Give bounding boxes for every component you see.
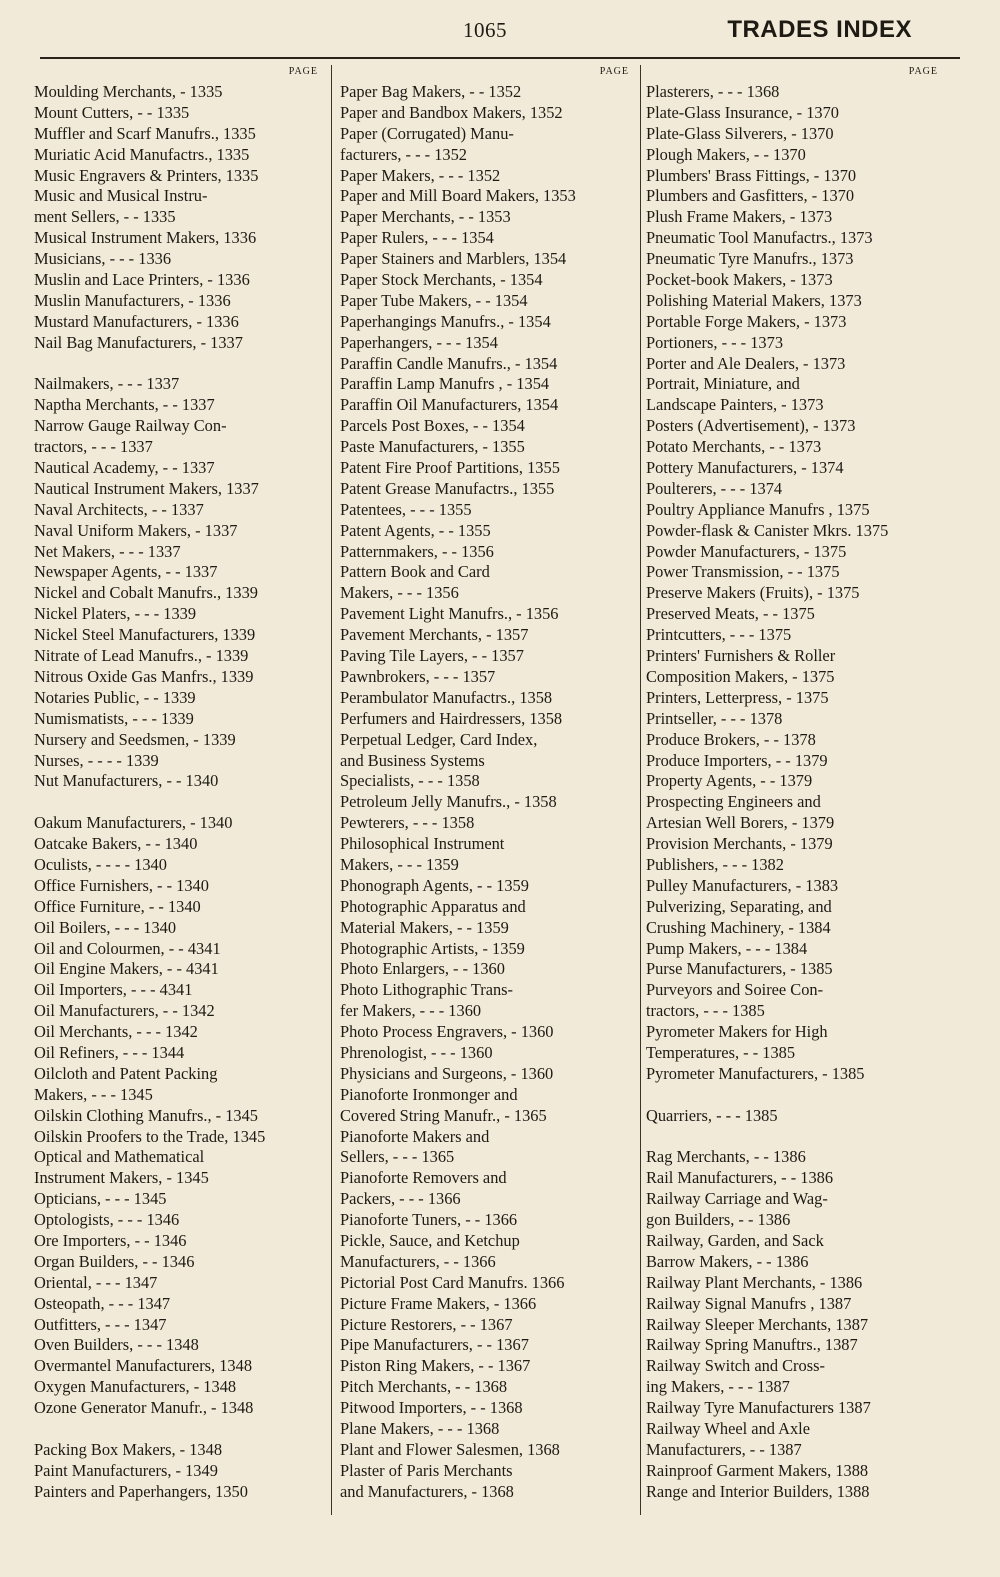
- index-entry-line: Ozone Generator Manufr., - 1348: [34, 1398, 254, 1418]
- index-entry-line: Piston Ring Makers, - - 1367: [340, 1356, 531, 1376]
- index-entry-line: Pictorial Post Card Manufrs. 1366: [340, 1272, 565, 1292]
- index-entry-line: Nickel Steel Manufacturers, 1339: [34, 625, 256, 645]
- index-entry-line: Railway Spring Manuftrs., 1387: [646, 1335, 858, 1355]
- index-entry-line: Railway Sleeper Merchants, 1387: [646, 1314, 869, 1334]
- index-entry-line: Manufacturers, - - 1366: [340, 1251, 496, 1271]
- index-entry-line: Perambulator Manufactrs., 1358: [340, 687, 553, 707]
- index-entry-line: Newspaper Agents, - - 1337: [34, 562, 218, 582]
- index-entry-line: Plumbers and Gasfitters, - 1370: [646, 186, 855, 206]
- index-entry-line: Paper Bag Makers, - - 1352: [340, 82, 522, 101]
- index-entry-line: Specialists, - - - 1358: [340, 771, 480, 791]
- index-entry-line: Power Transmission, - - 1375: [646, 562, 840, 582]
- index-entry-line: Musical Instrument Makers, 1336: [34, 228, 257, 248]
- index-entry-line: ing Makers, - - - 1387: [646, 1377, 790, 1397]
- index-entry-line: Railway Switch and Cross-: [646, 1356, 825, 1376]
- index-entry-line: Oakum Manufacturers, - 1340: [34, 813, 233, 833]
- index-entry-line: Paper (Corrugated) Manu-: [340, 123, 514, 143]
- index-entry-line: Nickel Platers, - - - 1339: [34, 604, 197, 624]
- index-entry-line: Naval Architects, - - 1337: [34, 499, 204, 519]
- index-entry-line: Railway Tyre Manufacturers 1387: [646, 1398, 871, 1418]
- page-column-header: PAGE: [288, 66, 318, 77]
- index-entry-line: Pyrometer Makers for High: [646, 1022, 828, 1042]
- index-entry-line: Music Engravers & Printers, 1335: [34, 165, 259, 185]
- index-entry-line: Patent Agents, - - 1355: [340, 520, 491, 540]
- index-entry-line: Purse Manufacturers, - 1385: [646, 959, 833, 979]
- section-gap: [34, 792, 324, 813]
- index-entry-line: Oil Manufacturers, - - 1342: [34, 1001, 215, 1021]
- index-entry-line: Poulterers, - - - 1374: [646, 478, 783, 498]
- index-entry-line: Railway, Garden, and Sack: [646, 1230, 824, 1250]
- index-entry-line: Nitrate of Lead Manufrs., - 1339: [34, 646, 249, 666]
- index-entry-line: Paint Manufacturers, - 1349: [34, 1460, 218, 1480]
- index-entry-line: Opticians, - - - 1345: [34, 1189, 167, 1209]
- index-entry-line: Pianoforte Makers and: [340, 1126, 490, 1146]
- index-entry-line: Portioners, - - - 1373: [646, 332, 784, 352]
- index-entry-line: Printcutters, - - - 1375: [646, 625, 792, 645]
- index-entry-line: Makers, - - - 1345: [34, 1084, 153, 1104]
- index-entry-line: Oilskin Proofers to the Trade, 1345: [34, 1126, 266, 1146]
- index-entry-line: Perpetual Ledger, Card Index,: [340, 729, 538, 749]
- column-divider: [640, 65, 641, 1515]
- index-entry-line: Nursery and Seedsmen, - 1339: [34, 729, 236, 749]
- index-entry-line: Makers, - - - 1359: [340, 854, 459, 874]
- index-column-3: [646, 62, 944, 1517]
- index-entry-line: Photo Enlargers, - - 1360: [340, 959, 505, 979]
- index-entry-line: Patentees, - - - 1355: [340, 499, 472, 519]
- index-entry-line: Paperhangings Manufrs., - 1354: [340, 311, 551, 331]
- index-entry-line: Perfumers and Hairdressers, 1358: [340, 708, 563, 728]
- index-entry-line: Paper and Bandbox Makers, 1352: [340, 102, 563, 122]
- index-entry-line: Oil and Colourmen, - - 4341: [34, 938, 221, 958]
- index-entry-line: Railway Plant Merchants, - 1386: [646, 1272, 863, 1292]
- index-entry-line: Paper and Mill Board Makers, 1353: [340, 186, 576, 206]
- index-entry-line: Preserved Meats, - - 1375: [646, 604, 815, 624]
- index-entry-line: Outfitters, - - - 1347: [34, 1314, 167, 1334]
- index-entry-line: Plough Makers, - - 1370: [646, 144, 806, 164]
- index-entry-line: Paperhangers, - - - 1354: [340, 332, 498, 352]
- index-entry-line: Crushing Machinery, - 1384: [646, 917, 831, 937]
- index-entry-line: Publishers, - - - 1382: [646, 854, 784, 874]
- index-entry-line: Overmantel Manufacturers, 1348: [34, 1356, 253, 1376]
- index-entry-line: Pavement Merchants, - 1357: [340, 625, 529, 645]
- index-entry-line: Makers, - - - 1356: [340, 583, 459, 603]
- index-entry-line: Net Makers, - - - 1337: [34, 541, 181, 561]
- index-entry-line: and Business Systems: [340, 750, 485, 770]
- index-entry-line: Landscape Painters, - 1373: [646, 395, 824, 415]
- index-entry-line: Composition Makers, - 1375: [646, 666, 835, 686]
- index-column-2: [340, 62, 635, 1517]
- index-entry-line: Nautical Instrument Makers, 1337: [34, 478, 259, 498]
- index-entry-line: Powder-flask & Canister Mkrs. 1375: [646, 520, 889, 540]
- index-entry-line: Instrument Makers, - 1345: [34, 1168, 209, 1188]
- index-entry-line: Packers, - - - 1366: [340, 1189, 461, 1209]
- index-entry-line: Paper Makers, - - - 1352: [340, 165, 501, 185]
- index-entry-line: Nickel and Cobalt Manufrs., 1339: [34, 583, 258, 603]
- index-entry-line: Nut Manufacturers, - - 1340: [34, 771, 219, 791]
- index-entry-line: Paraffin Candle Manufrs., - 1354: [340, 353, 558, 373]
- index-entry-line: Pawnbrokers, - - - 1357: [340, 666, 496, 686]
- index-entry-line: Printers, Letterpress, - 1375: [646, 687, 829, 707]
- index-entry-line: Rainproof Garment Makers, 1388: [646, 1460, 869, 1480]
- index-entry-line: Paper Stainers and Marblers, 1354: [340, 249, 567, 269]
- index-entry-line: Purveyors and Soiree Con-: [646, 980, 824, 1000]
- index-entry-line: Picture Frame Makers, - 1366: [340, 1293, 537, 1313]
- index-entry-line: Range and Interior Builders, 1388: [646, 1481, 870, 1501]
- index-entry-line: Oxygen Manufacturers, - 1348: [34, 1377, 237, 1397]
- index-entry-line: Oil Importers, - - - 4341: [34, 980, 193, 1000]
- index-entry-line: Nitrous Oxide Gas Manfrs., 1339: [34, 666, 254, 686]
- index-entry-line: Philosophical Instrument: [340, 834, 505, 854]
- index-entry-line: Music and Musical Instru-: [34, 186, 208, 206]
- page-column-header: PAGE: [908, 66, 938, 77]
- index-entry-line: Moulding Merchants, - 1335: [34, 82, 223, 101]
- index-entry-line: Muffler and Scarf Manufrs., 1335: [34, 123, 256, 143]
- index-entry-line: Railway Carriage and Wag-: [646, 1189, 828, 1209]
- index-entry-line: Oculists, - - - - 1340: [34, 854, 167, 874]
- index-entry-line: Nurses, - - - - 1339: [34, 750, 159, 770]
- index-entry-line: Petroleum Jelly Manufrs., - 1358: [340, 792, 557, 812]
- index-entry-line: Pitwood Importers, - - 1368: [340, 1398, 523, 1418]
- index-entry-line: Portrait, Miniature, and: [646, 374, 800, 394]
- index-entry-line: Covered String Manufr., - 1365: [340, 1105, 547, 1125]
- index-entry-line: Paraffin Oil Manufacturers, 1354: [340, 395, 559, 415]
- index-entry-line: Plane Makers, - - - 1368: [340, 1419, 500, 1438]
- index-entry-line: Oil Merchants, - - - 1342: [34, 1022, 198, 1042]
- section-gap: [34, 354, 324, 375]
- index-entry-line: Phrenologist, - - - 1360: [340, 1042, 493, 1062]
- index-entry-line: Patent Grease Manufactrs., 1355: [340, 478, 555, 498]
- index-entry-line: Oil Engine Makers, - - 4341: [34, 959, 219, 979]
- index-entry-line: Produce Importers, - - 1379: [646, 750, 828, 770]
- index-entry-line: Powder Manufacturers, - 1375: [646, 541, 847, 561]
- index-entry-line: Poultry Appliance Manufrs , 1375: [646, 499, 870, 519]
- index-entry-line: Material Makers, - - 1359: [340, 917, 509, 937]
- index-entry-line: Physicians and Surgeons, - 1360: [340, 1063, 554, 1083]
- index-entry-line: Photo Lithographic Trans-: [340, 980, 514, 1000]
- index-entry-line: Oriental, - - - 1347: [34, 1272, 158, 1292]
- index-entry-line: Pump Makers, - - - 1384: [646, 938, 808, 958]
- page-column-header: PAGE: [599, 66, 629, 77]
- index-entry-line: Office Furnishers, - - 1340: [34, 875, 209, 895]
- index-entry-line: Optical and Mathematical: [34, 1147, 205, 1167]
- index-entry-line: Oil Boilers, - - - 1340: [34, 917, 177, 937]
- index-entry-line: Quarriers, - - - 1385: [646, 1105, 778, 1125]
- index-entry-line: Paper Rulers, - - - 1354: [340, 228, 494, 248]
- index-entry-line: Muriatic Acid Manufactrs., 1335: [34, 144, 250, 164]
- index-entry-line: Muslin and Lace Printers, - 1336: [34, 270, 250, 290]
- index-entry-line: Portable Forge Makers, - 1373: [646, 311, 847, 331]
- index-entry-line: tractors, - - - 1385: [646, 1001, 765, 1021]
- index-entry-line: Muslin Manufacturers, - 1336: [34, 290, 231, 310]
- index-entry-line: Paraffin Lamp Manufrs , - 1354: [340, 374, 550, 394]
- index-entry-line: Pulverizing, Separating, and: [646, 896, 832, 916]
- index-entry-line: Parcels Post Boxes, - - 1354: [340, 416, 525, 436]
- index-entry-line: fer Makers, - - - 1360: [340, 1001, 482, 1021]
- index-entry-line: Numismatists, - - - 1339: [34, 708, 194, 728]
- index-entry-line: Nail Bag Manufacturers, - 1337: [34, 332, 243, 352]
- index-entry-line: Manufacturers, - - 1387: [646, 1439, 802, 1459]
- index-entry-line: Pocket-book Makers, - 1373: [646, 270, 833, 290]
- index-entry-line: Pattern Book and Card: [340, 562, 490, 582]
- index-entry-line: Ore Importers, - - 1346: [34, 1230, 187, 1250]
- index-entry-line: gon Builders, - - 1386: [646, 1210, 791, 1230]
- index-entry-line: Railway Signal Manufrs , 1387: [646, 1293, 852, 1313]
- index-entry-line: Pianoforte Ironmonger and: [340, 1084, 518, 1104]
- section-gap: [646, 1085, 944, 1106]
- index-entry-line: Printers' Furnishers & Roller: [646, 646, 836, 666]
- index-entry-line: Plaster of Paris Merchants: [340, 1460, 513, 1480]
- index-entry-line: Paving Tile Layers, - - 1357: [340, 646, 524, 666]
- index-entry-line: Plumbers' Brass Fittings, - 1370: [646, 165, 857, 185]
- index-entry-line: Oilskin Clothing Manufrs., - 1345: [34, 1105, 259, 1125]
- index-entry-line: facturers, - - - 1352: [340, 144, 467, 164]
- index-entry-line: Paper Merchants, - - 1353: [340, 207, 511, 227]
- index-entry-line: Polishing Material Makers, 1373: [646, 290, 862, 310]
- section-gap: [646, 1127, 944, 1148]
- index-entry-line: Temperatures, - - 1385: [646, 1042, 796, 1062]
- index-entry-line: Osteopath, - - - 1347: [34, 1293, 171, 1313]
- index-entry-line: Pyrometer Manufacturers, - 1385: [646, 1063, 865, 1083]
- index-entry-line: Patternmakers, - - 1356: [340, 541, 494, 561]
- index-entry-line: Musicians, - - - 1336: [34, 249, 172, 269]
- index-entry-line: Naptha Merchants, - - 1337: [34, 395, 215, 415]
- index-entry-line: Pickle, Sauce, and Ketchup: [340, 1230, 520, 1250]
- index-entry-line: Plant and Flower Salesmen, 1368: [340, 1439, 560, 1459]
- column-divider: [331, 65, 332, 1515]
- index-entry-line: Photo Process Engravers, - 1360: [340, 1022, 554, 1042]
- index-entry-line: Printseller, - - - 1378: [646, 708, 783, 728]
- index-entry-line: Barrow Makers, - - 1386: [646, 1251, 809, 1271]
- index-entry-line: Rail Manufacturers, - - 1386: [646, 1168, 834, 1188]
- index-entry-line: Pewterers, - - - 1358: [340, 813, 475, 833]
- index-entry-line: Artesian Well Borers, - 1379: [646, 813, 835, 833]
- index-entry-line: ment Sellers, - - 1335: [34, 207, 176, 227]
- index-entry-line: Posters (Advertisement), - 1373: [646, 416, 856, 436]
- index-entry-line: Photographic Artists, - 1359: [340, 938, 525, 958]
- page-number: 1065: [463, 18, 507, 42]
- index-entry-line: Pianoforte Removers and: [340, 1168, 507, 1188]
- index-entry-line: Paper Stock Merchants, - 1354: [340, 270, 543, 290]
- index-entry-line: Pianoforte Tuners, - - 1366: [340, 1210, 518, 1230]
- index-entry-line: Sellers, - - - 1365: [340, 1147, 455, 1167]
- index-entry-line: Plush Frame Makers, - 1373: [646, 207, 833, 227]
- index-entry-line: Naval Uniform Makers, - 1337: [34, 520, 238, 540]
- index-entry-line: Packing Box Makers, - 1348: [34, 1439, 223, 1459]
- index-entry-line: Pneumatic Tyre Manufrs., 1373: [646, 249, 854, 269]
- index-entry-line: Pitch Merchants, - - 1368: [340, 1377, 508, 1397]
- index-column-1: [34, 62, 324, 1517]
- index-entry-line: Pulley Manufacturers, - 1383: [646, 875, 839, 895]
- index-entry-line: Office Furniture, - - 1340: [34, 896, 201, 916]
- index-entry-line: Property Agents, - - 1379: [646, 771, 813, 791]
- index-entry-line: Phonograph Agents, - - 1359: [340, 875, 529, 895]
- index-entry-line: Plate-Glass Insurance, - 1370: [646, 102, 839, 122]
- index-entry-line: Plate-Glass Silverers, - 1370: [646, 123, 834, 143]
- index-entry-line: Paper Tube Makers, - - 1354: [340, 290, 528, 310]
- index-entry-line: Pipe Manufacturers, - - 1367: [340, 1335, 529, 1355]
- page-title: TRADES INDEX: [727, 16, 912, 43]
- index-entry-line: Potato Merchants, - - 1373: [646, 437, 822, 457]
- index-entry-line: Porter and Ale Dealers, - 1373: [646, 353, 846, 373]
- index-entry-line: Oilcloth and Patent Packing: [34, 1063, 218, 1083]
- index-entry-line: Rag Merchants, - - 1386: [646, 1147, 806, 1167]
- index-entry-line: Railway Wheel and Axle: [646, 1419, 811, 1438]
- index-entry-line: Photographic Apparatus and: [340, 896, 526, 916]
- index-entry-line: Provision Merchants, - 1379: [646, 834, 833, 854]
- index-entry-line: tractors, - - - 1337: [34, 437, 153, 457]
- index-entry-line: Oil Refiners, - - - 1344: [34, 1042, 185, 1062]
- index-entry-line: Oatcake Bakers, - - 1340: [34, 834, 198, 854]
- index-entry-line: Painters and Paperhangers, 1350: [34, 1481, 248, 1501]
- index-entry-line: Narrow Gauge Railway Con-: [34, 416, 227, 436]
- index-entry-line: Picture Restorers, - - 1367: [340, 1314, 513, 1334]
- index-entry-line: Produce Brokers, - - 1378: [646, 729, 816, 749]
- index-entry-line: Paste Manufacturers, - 1355: [340, 437, 525, 457]
- index-entry-line: and Manufacturers, - 1368: [340, 1481, 514, 1501]
- index-entry-line: Organ Builders, - - 1346: [34, 1251, 195, 1271]
- index-entry-line: Notaries Public, - - 1339: [34, 687, 196, 707]
- index-entry-line: Mustard Manufacturers, - 1336: [34, 311, 239, 331]
- index-entry-line: Optologists, - - - 1346: [34, 1210, 180, 1230]
- index-entry-line: Patent Fire Proof Partitions, 1355: [340, 458, 560, 478]
- index-entry-line: Nailmakers, - - - 1337: [34, 374, 180, 394]
- index-entry-line: Pneumatic Tool Manufactrs., 1373: [646, 228, 873, 248]
- section-gap: [34, 1419, 324, 1440]
- index-entry-line: Prospecting Engineers and: [646, 792, 821, 812]
- header-rule: [40, 57, 960, 59]
- index-entry-line: Pottery Manufacturers, - 1374: [646, 458, 844, 478]
- index-entry-line: Oven Builders, - - - 1348: [34, 1335, 199, 1355]
- index-entry-line: Mount Cutters, - - 1335: [34, 102, 190, 122]
- index-entry-line: Preserve Makers (Fruits), - 1375: [646, 583, 860, 603]
- index-entry-line: Nautical Academy, - - 1337: [34, 458, 215, 478]
- index-entry-line: Plasterers, - - - 1368: [646, 82, 780, 101]
- index-entry-line: Pavement Light Manufrs., - 1356: [340, 604, 559, 624]
